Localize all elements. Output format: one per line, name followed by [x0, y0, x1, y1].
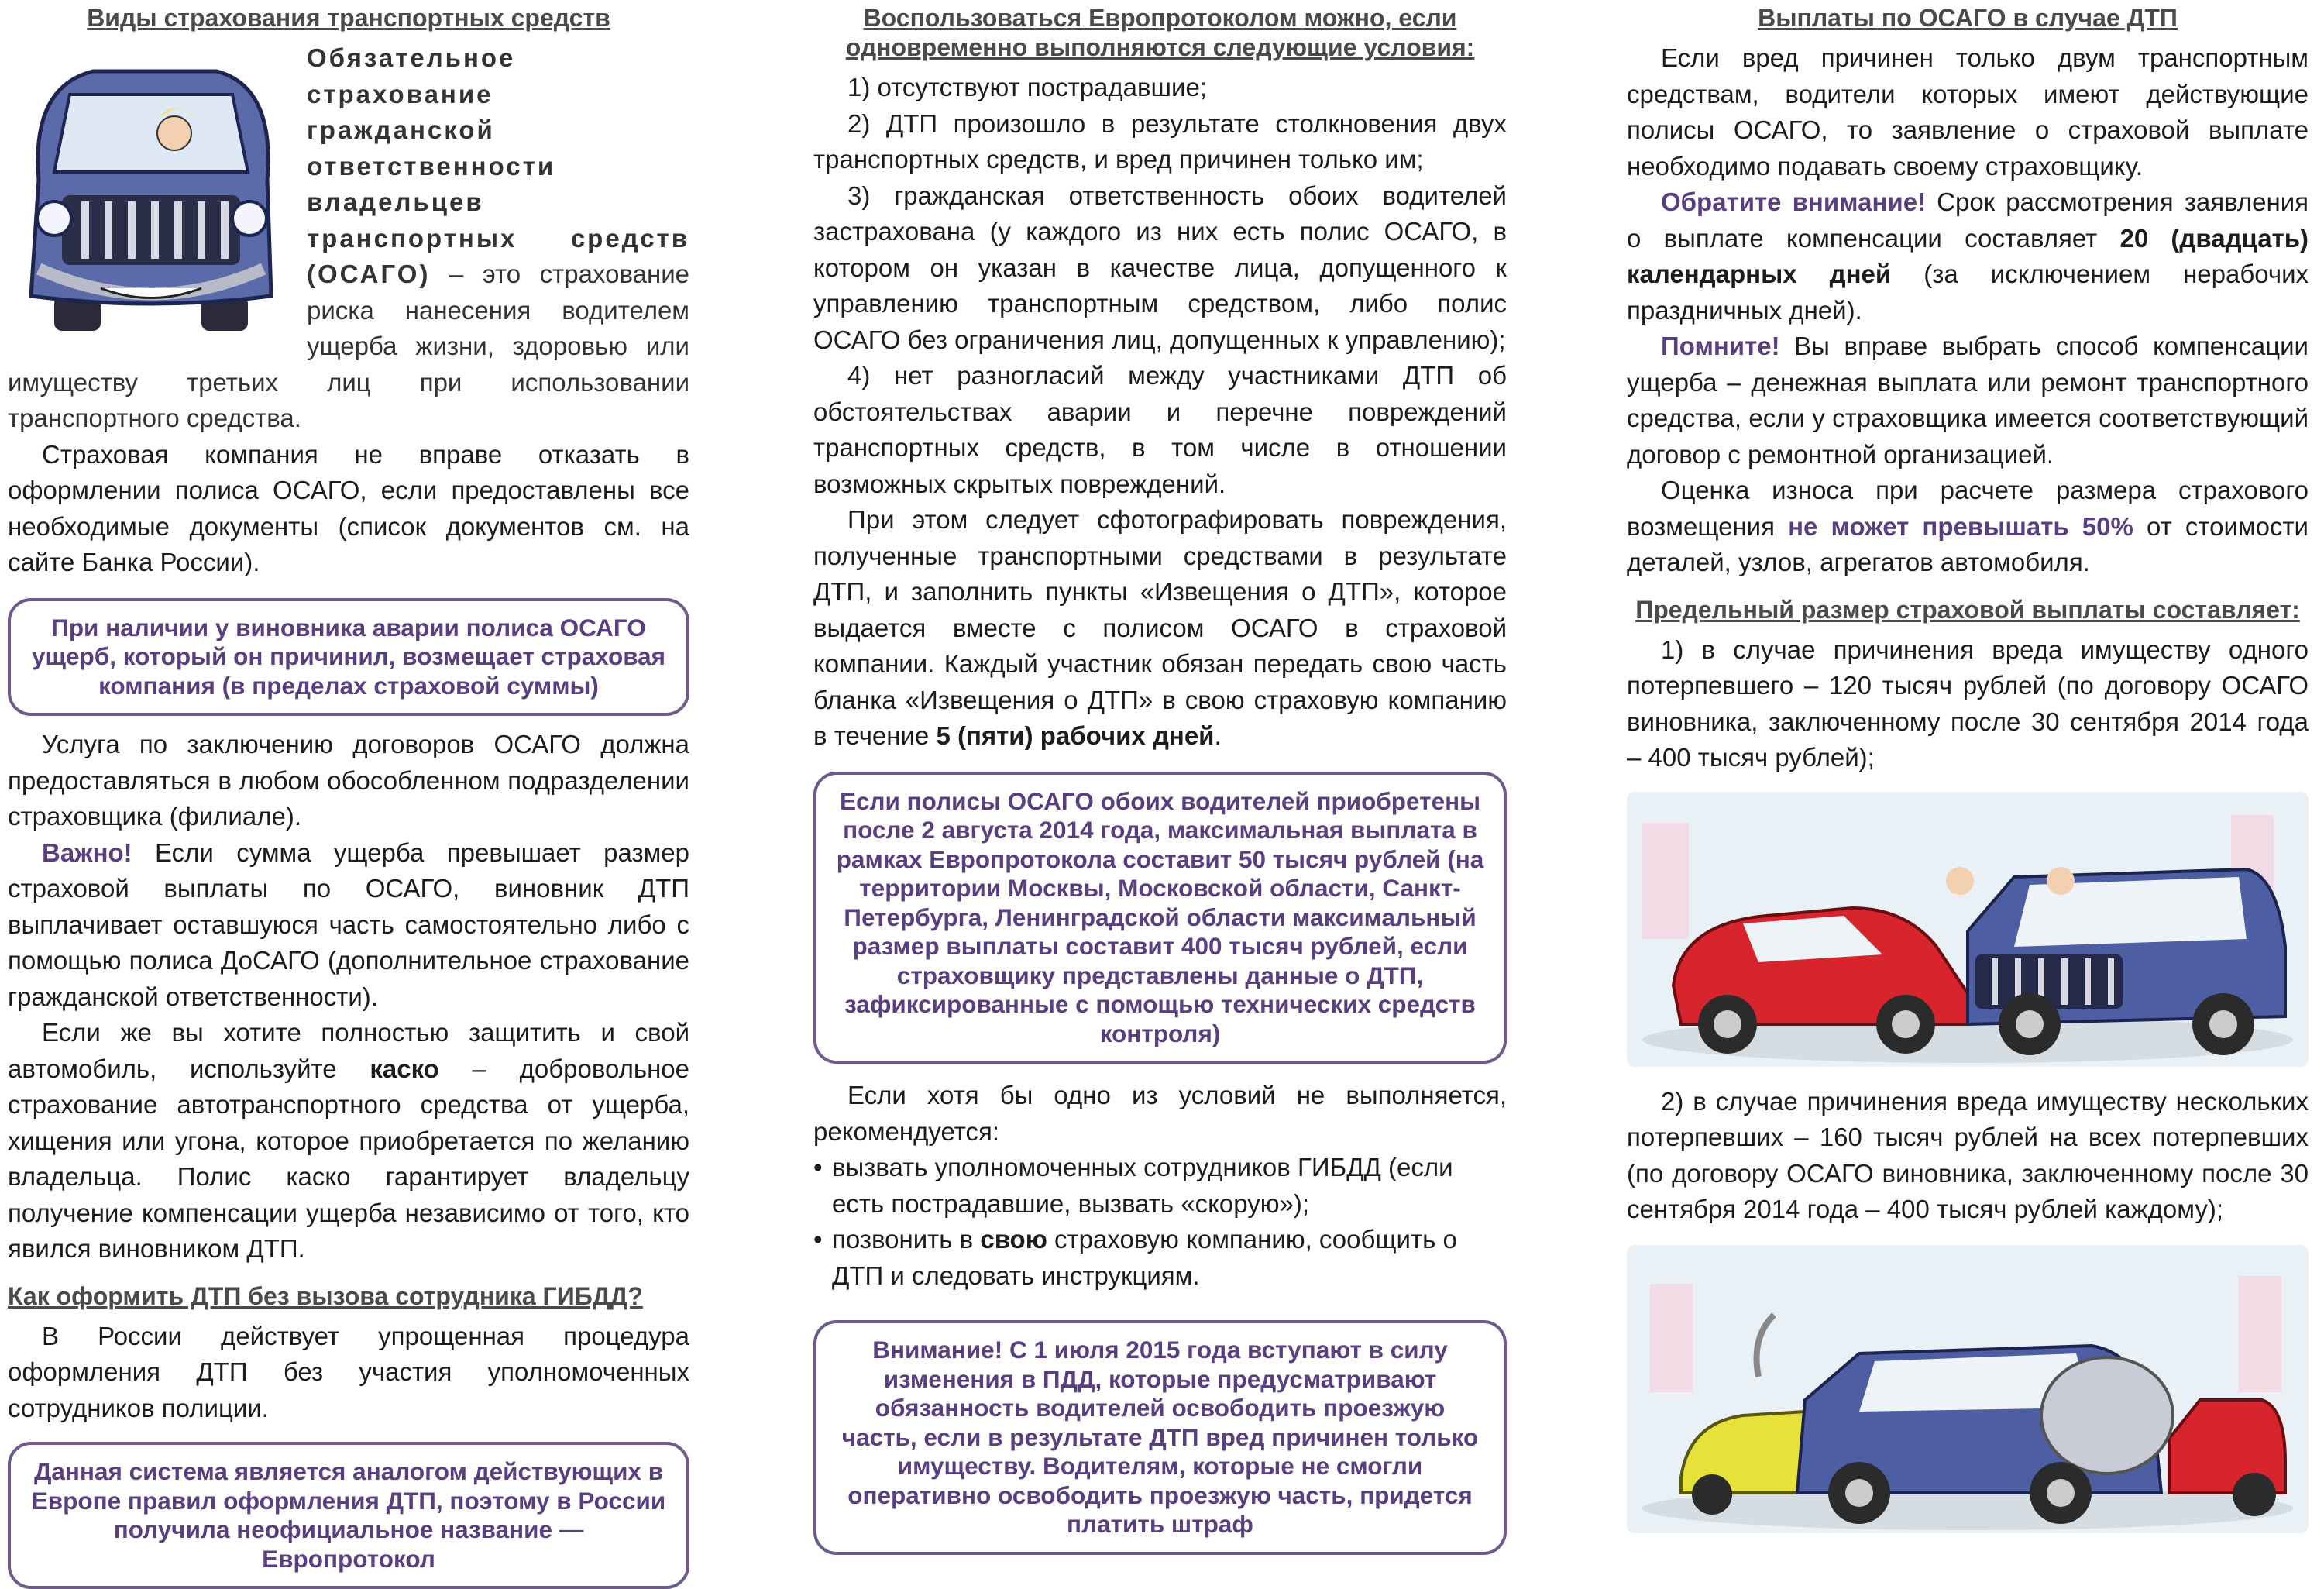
cartoon-multi-car-pileup-illustration	[1627, 1245, 2309, 1533]
column-middle	[813, 0, 1507, 1555]
wear-limit-highlight: не может превышать 50%	[1788, 511, 2133, 541]
important-label: Важно!	[42, 837, 132, 867]
paragraph-remember	[1627, 328, 2309, 473]
bullet2-text-a: позвонить в	[832, 1225, 981, 1254]
paragraph-refusal: Страховая компания не вправе отказать в оформлении полиса ОСАГО, если предоставлены все необходимые документы (список документов см. на сайте Банка России).	[8, 439, 689, 576]
paragraph-photograph	[813, 502, 1507, 755]
paragraph-wear	[1627, 473, 2309, 581]
kasko-text-b: – добровольное страхование автотранспортного средства от ущерба, хищения или угона, которое приобретается по желанию владельца. Полис каско гарантирует владельцу получение компенсации ущерба независимо от того, кто явился виновником ДТП.	[8, 1054, 689, 1263]
condition-4: 4) нет разногласий между участниками ДТП об обстоятельствах аварии и перечне повреждений транспортных средств, в том числе в отношении возможных скрытых повреждений.	[813, 361, 1507, 498]
info-box-culprit: При наличии у виновника аварии полиса ОСАГО ущерб, который он причинил, возмещает страховая компания (в пределах страховой суммы)	[8, 598, 689, 717]
kasko-text-a: Если же вы хотите полностью защитить и свой автомобиль, используйте	[8, 1018, 689, 1083]
photo-text-b: .	[1214, 721, 1222, 750]
condition-1: 1) отсутствуют пострадавшие;	[847, 73, 1207, 101]
paragraph-kasko	[8, 1015, 689, 1267]
wear-text-b: от стоимости деталей, узлов, агрегатов автомобиля.	[1627, 511, 2309, 576]
info-box-attention-pdd: Внимание! С 1 июля 2015 года вступают в силу изменения в ПДД, которые предусматривают обязанность водителей освободить проезжую часть, если в результате ДТП вред причинен только имуществу. Водителям, которые не смогли оперативно освободить проезжую часть, придется платить штраф	[813, 1320, 1507, 1555]
cartoon-suv-driver-illustration	[8, 40, 294, 335]
paragraph-if-not-met: Если хотя бы одно из условий не выполняется, рекомендуется:	[813, 1081, 1507, 1146]
info-box-europrotocol: Данная система является аналогом действующих в Европе правил оформления ДТП, поэтому в России получила неофициальное название — Европротокол	[8, 1442, 689, 1589]
twenty-days-bold: 20 (двадцать) календарных дней	[1627, 223, 2309, 288]
paragraph-two-vehicles: Если вред причинен только двум транспортным средствам, водители которых имеют действующие полисы ОСАГО, то заявление о страховой выплате необходимо подавать своему страховщику.	[1627, 43, 2309, 181]
wear-text-a: Оценка износа при расчете размера страхового возмещения	[1627, 476, 2309, 541]
section-heading-how-to: Как оформить ДТП без вызова сотрудника ГИБДД?	[8, 1281, 643, 1310]
column-left	[8, 0, 689, 1589]
intro-block	[8, 40, 689, 437]
bullet2-bold: свою	[980, 1225, 1047, 1254]
important-text: Если сумма ущерба превышает размер страховой выплаты по ОСАГО, виновник ДТП выплачивает оставшуюся часть самостоятельно либо с помощью полиса ДоСАГО (дополнительное страхование гражданской ответственности).	[8, 837, 689, 1011]
attention-label: Обратите внимание!	[1661, 187, 1927, 216]
five-days-bold: 5 (пяти) рабочих дней	[936, 721, 1215, 750]
section-heading-insurance-types: Виды страхования транспортных средств	[87, 4, 610, 32]
cartoon-two-cars-collision-illustration	[1627, 792, 2309, 1067]
paragraph-branch: Услуга по заключению договоров ОСАГО должна предоставляться в любом обособленном подразделении страховщика (филиале).	[8, 730, 689, 831]
condition-3: 3) гражданская ответственность обоих водителей застрахована (у каждого из них есть полис ОСАГО, в котором он указан в качестве лица, допущенного к управлению транспортным средством, либо полис ОСАГО без ограничения лиц, допущенных к управлению);	[813, 181, 1507, 354]
attention-text-b: (за исключением нерабочих праздничных дней).	[1627, 260, 2309, 325]
osago-definition-rest: – это страхование риска нанесения водителем ущерба жизни, здоровью или имуществу третьих лиц при использовании транспортного средства.	[8, 260, 689, 432]
column-right	[1627, 0, 2309, 1533]
remember-label: Помните!	[1661, 332, 1780, 360]
paragraph-attention	[1627, 184, 2309, 328]
photo-text-a: При этом следует сфотографировать повреждения, полученные транспортными средствами в результате ДТП, и заполнить пункты «Извещения о ДТП», которое выдается вместе с полисом ОСАГО в страховой компании. Каждый участник обязан передать свою часть бланка «Извещения о ДТП» в свою страховую компанию в течение	[813, 505, 1507, 750]
bullet-call-insurer	[813, 1222, 1507, 1294]
osago-definition-bold: Обязательное страхование гражданской ответственности владельцев транспортных средств (ОСАГО)	[307, 43, 689, 288]
condition-2: 2) ДТП произошло в результате столкновения двух транспортных средств, и вред причинен только им;	[813, 108, 1507, 174]
attention-text-a: Срок рассмотрения заявления о выплате компенсации составляет	[1627, 187, 2309, 253]
section-heading-payments: Выплаты по ОСАГО в случае ДТП	[1758, 4, 2178, 32]
paragraph-important	[8, 835, 689, 1016]
bullet2-text-b: страховую компанию, сообщить о ДТП и следовать инструкциям.	[832, 1225, 1457, 1290]
paragraph-limit-one: 1) в случае причинения вреда имуществу одного потерпевшего – 120 тысяч рублей (по договору ОСАГО виновника, заключенному после 30 сентября 2014 года – 400 тысяч рублей);	[1627, 635, 2309, 772]
section-heading-limit: Предельный размер страховой выплаты составляет:	[1635, 595, 2300, 624]
paragraph-simplified: В России действует упрощенная процедура оформления ДТП без участия уполномоченных сотрудников полиции.	[8, 1321, 689, 1422]
info-box-max-payment: Если полисы ОСАГО обоих водителей приобретены после 2 августа 2014 года, максимальная выплата в рамках Европротокола составит 50 тысяч рублей (на территории Москвы, Московской области, Санкт-Петербурга, Ленинградской области максимальный размер выплаты составит 400 тысяч рублей, если страховщику представлены данные о ДТП, зафиксированные с помощью технических средств контроля)	[813, 772, 1507, 1064]
bullet-call-police: • вызвать уполномоченных сотрудников ГИБДД (если есть пострадавшие, вызвать «скорую»);	[813, 1150, 1507, 1222]
paragraph-limit-several: 2) в случае причинения вреда имуществу нескольких потерпевших – 160 тысяч рублей на всех потерпевших (по договору ОСАГО виновника, заключенному после 30 сентября 2014 года – 400 тысяч рублей каждому);	[1627, 1086, 2309, 1223]
kasko-bold: каско	[370, 1054, 439, 1083]
section-heading-europrotocol-conditions: Воспользоваться Европротоколом можно, если одновременно выполняются следующие условия:	[845, 4, 1475, 61]
remember-text: Вы вправе выбрать способ компенсации ущерба – денежная выплата или ремонт транспортного средства, если у страховщика имеется соответствующий договор с ремонтной организацией.	[1627, 332, 2309, 469]
